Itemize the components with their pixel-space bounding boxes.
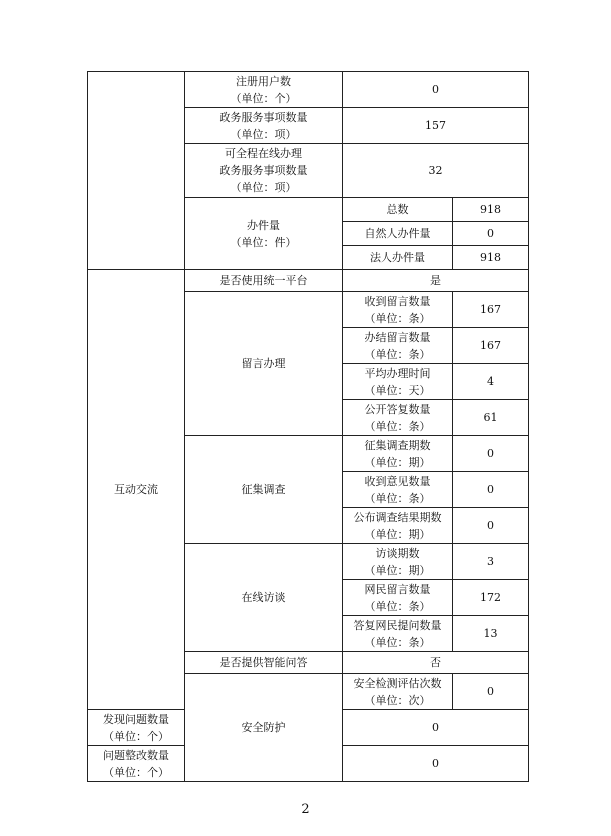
- registered-users-value: 0: [343, 72, 529, 108]
- opinions-label: 收到意见数量 （单位：条）: [343, 472, 453, 508]
- interview-label: 在线访谈: [185, 544, 343, 652]
- results-published-value: 0: [453, 508, 529, 544]
- cases-legal-label: 法人办件量: [343, 246, 453, 270]
- service-items-value: 157: [343, 108, 529, 144]
- survey-count-value: 0: [453, 436, 529, 472]
- problems-fixed-label: 问题整改数量 （单位：个）: [88, 746, 185, 782]
- survey-label: 征集调查: [185, 436, 343, 544]
- statistics-table: [87, 71, 529, 782]
- inspections-label: 安全检测评估次数 （单位：次）: [343, 674, 453, 710]
- unified-platform-value: 是: [343, 270, 529, 292]
- security-section-label: 安全防护: [185, 674, 343, 782]
- messages-received-value: 167: [453, 292, 529, 328]
- opinions-value: 0: [453, 472, 529, 508]
- messages-resolved-value: 167: [453, 328, 529, 364]
- public-reply-value: 61: [453, 400, 529, 436]
- avg-time-label: 平均办理时间 （单位：天）: [343, 364, 453, 400]
- service-items-label: 政务服务事项数量 （单位：项）: [185, 108, 343, 144]
- netizen-messages-label: 网民留言数量 （单位：条）: [343, 580, 453, 616]
- netizen-messages-value: 172: [453, 580, 529, 616]
- problems-fixed-value: 0: [343, 746, 529, 782]
- table-row: [88, 270, 529, 292]
- inspections-value: 0: [453, 674, 529, 710]
- cases-natural-label: 自然人办件量: [343, 222, 453, 246]
- unified-platform-label: 是否使用统一平台: [185, 270, 343, 292]
- online-items-value: 32: [343, 144, 529, 198]
- results-published-label: 公布调查结果期数 （单位：期）: [343, 508, 453, 544]
- messages-resolved-label: 办结留言数量 （单位：条）: [343, 328, 453, 364]
- cases-label: 办件量 （单位：件）: [185, 198, 343, 270]
- problems-found-value: 0: [343, 710, 529, 746]
- answered-label: 答复网民提问数量 （单位：条）: [343, 616, 453, 652]
- cases-legal-value: 918: [453, 246, 529, 270]
- interview-sessions-label: 访谈期数 （单位：期）: [343, 544, 453, 580]
- registered-users-label: 注册用户数 （单位：个）: [185, 72, 343, 108]
- cases-natural-value: 0: [453, 222, 529, 246]
- interaction-section-label: 互动交流: [88, 270, 185, 710]
- smart-qa-label: 是否提供智能问答: [185, 652, 343, 674]
- problems-found-label: 发现问题数量 （单位：个）: [88, 710, 185, 746]
- table-row: [88, 72, 529, 108]
- messages-received-label: 收到留言数量 （单位：条）: [343, 292, 453, 328]
- survey-count-label: 征集调查期数 （单位：期）: [343, 436, 453, 472]
- avg-time-value: 4: [453, 364, 529, 400]
- interview-sessions-value: 3: [453, 544, 529, 580]
- public-reply-label: 公开答复数量 （单位：条）: [343, 400, 453, 436]
- online-items-label: 可全程在线办理 政务服务事项数量 （单位：项）: [185, 144, 343, 198]
- cases-total-value: 918: [453, 198, 529, 222]
- cases-total-label: 总数: [343, 198, 453, 222]
- message-handling-label: 留言办理: [185, 292, 343, 436]
- section-cell-blank: [88, 72, 185, 270]
- answered-value: 13: [453, 616, 529, 652]
- smart-qa-value: 否: [343, 652, 529, 674]
- page-number: 2: [301, 802, 310, 817]
